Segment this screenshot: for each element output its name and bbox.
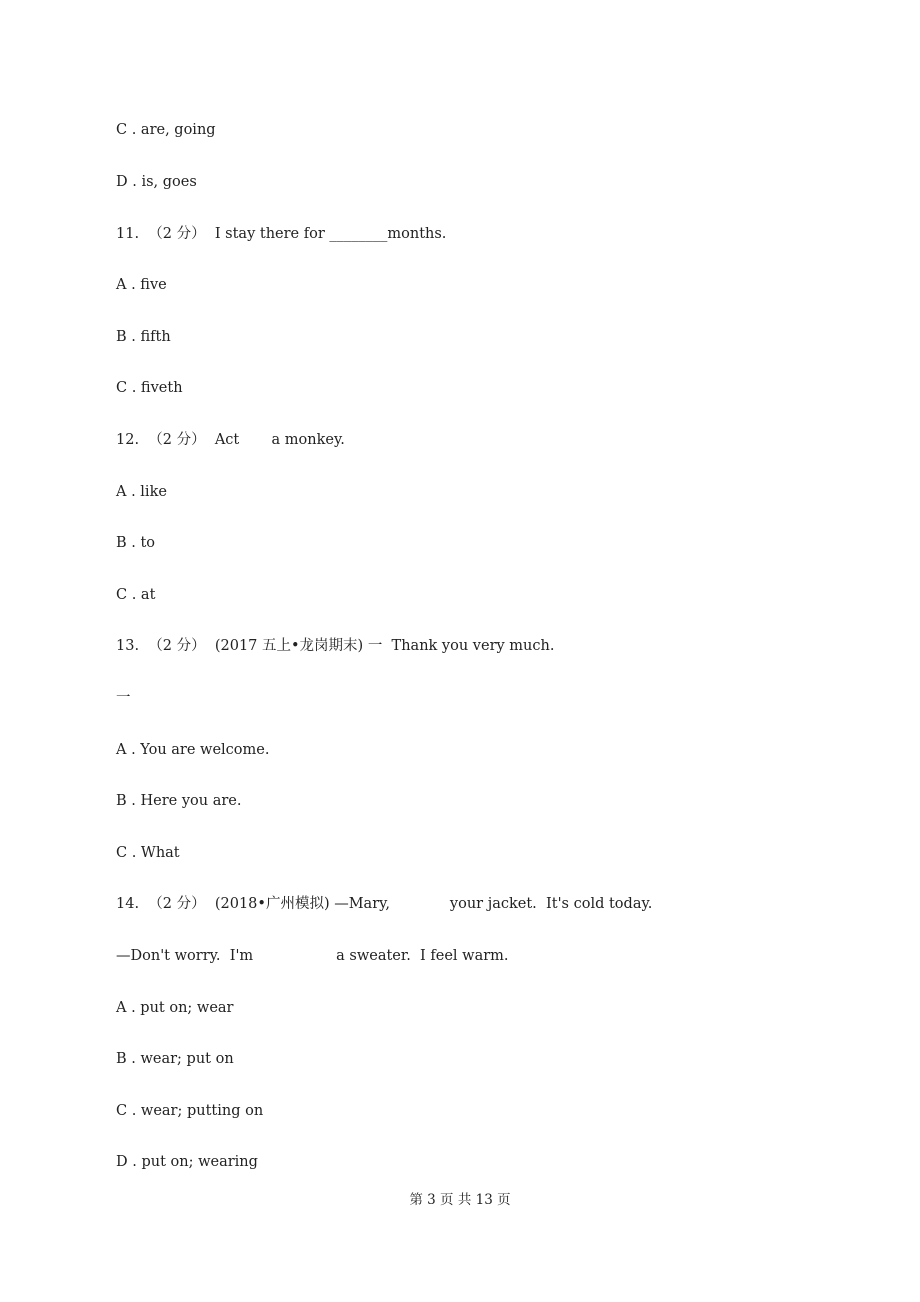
question-14: 14. （2 分） (2018•广州模拟) —Mary, your jacket. It's cold today.: [116, 896, 653, 912]
option-c-q13: C . What: [116, 845, 180, 861]
question-14-response: —Don't worry. I'm a sweater. I feel warm.: [116, 948, 509, 964]
option-c-q11: C . fiveth: [116, 380, 183, 396]
option-c-q12: C . at: [116, 587, 156, 603]
option-b-q11: B . fifth: [116, 329, 171, 345]
option-a-q14: A . put on; wear: [116, 1000, 234, 1016]
option-b-q13: B . Here you are.: [116, 793, 242, 809]
question-11: 11. （2 分） I stay there for ________months.: [116, 226, 447, 242]
question-13-response: 一: [116, 690, 131, 706]
option-d-q14: D . put on; wearing: [116, 1154, 258, 1170]
option-c-q10: C . are, going: [116, 122, 216, 138]
page-footer: 第 3 页 共 13 页: [409, 1192, 511, 1208]
option-a-q13: A . You are welcome.: [116, 742, 270, 758]
question-12: 12. （2 分） Act a monkey.: [116, 432, 345, 448]
option-d-q10: D . is, goes: [116, 174, 197, 190]
option-a-q11: A . five: [116, 277, 167, 293]
option-c-q14: C . wear; putting on: [116, 1103, 264, 1119]
option-b-q14: B . wear; put on: [116, 1051, 234, 1067]
question-13: 13. （2 分） (2017 五上•龙岗期末) 一 Thank you very much.: [116, 638, 555, 654]
option-a-q12: A . like: [116, 484, 167, 500]
option-b-q12: B . to: [116, 535, 156, 551]
